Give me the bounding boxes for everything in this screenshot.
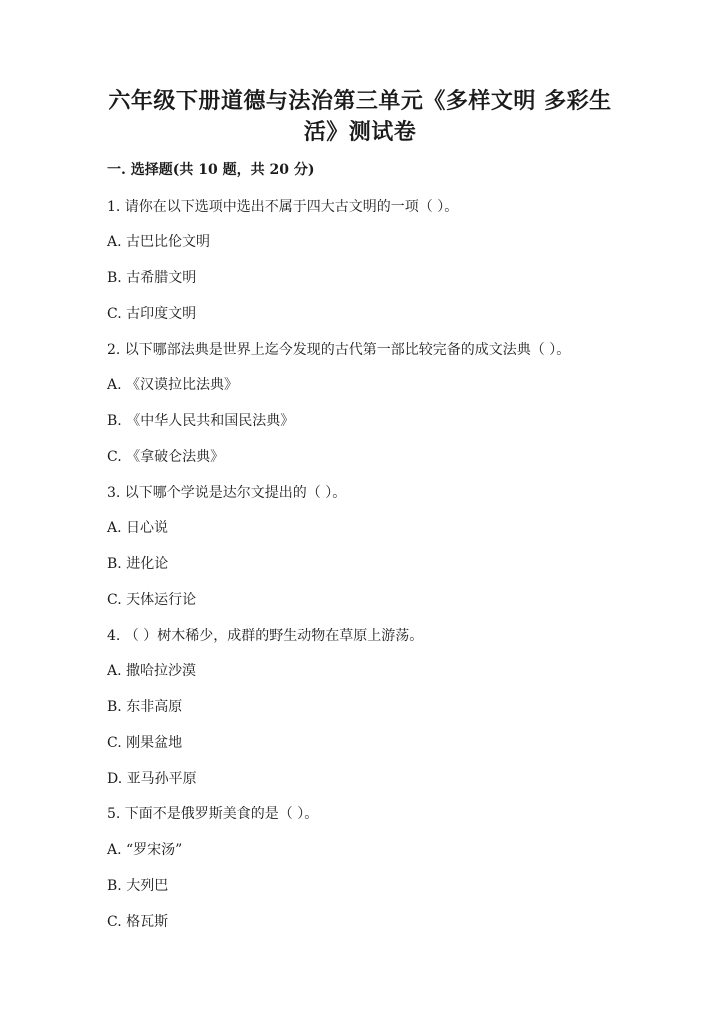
section-heading: 一. 选择题(共 10 题，共 20 分) xyxy=(107,162,315,178)
question-1-option-a: A. 古巴比伦文明 xyxy=(107,234,211,250)
question-4-option-d: D. 亚马孙平原 xyxy=(107,771,197,787)
question-4-option-a: A. 撒哈拉沙漠 xyxy=(107,663,197,679)
question-3: 3. 以下哪个学说是达尔文提出的（ ）。 xyxy=(107,485,347,501)
question-2-option-a: A. 《汉谟拉比法典》 xyxy=(107,377,239,393)
question-1-option-b: B. 古希腊文明 xyxy=(107,270,197,286)
page-title xyxy=(80,86,640,148)
question-3-option-c: C. 天体运行论 xyxy=(107,592,197,608)
question-3-option-b: B. 进化论 xyxy=(107,556,169,572)
question-1: 1. 请你在以下选项中选出不属于四大古文明的一项（ ）。 xyxy=(107,199,459,215)
question-3-option-a: A. 日心说 xyxy=(107,520,169,536)
question-4-option-c: C. 刚果盆地 xyxy=(107,735,183,751)
question-2-option-c: C. 《拿破仑法典》 xyxy=(107,449,225,465)
question-5-option-b: B. 大列巴 xyxy=(107,878,169,894)
question-4-option-b: B. 东非高原 xyxy=(107,699,183,715)
question-1-option-c: C. 古印度文明 xyxy=(107,306,197,322)
question-2-option-b: B. 《中华人民共和国民法典》 xyxy=(107,413,295,429)
title-line-1: 六年级下册道德与法治第三单元《多样文明 多彩生 xyxy=(108,88,612,114)
question-5: 5. 下面不是俄罗斯美食的是（ ）。 xyxy=(107,806,319,822)
question-4: 4. （ ）树木稀少，成群的野生动物在草原上游荡。 xyxy=(107,628,424,644)
question-5-option-c: C. 格瓦斯 xyxy=(107,914,169,930)
question-5-option-a: A. “罗宋汤” xyxy=(107,842,183,858)
title-line-2: 活》测试卷 xyxy=(303,119,417,145)
question-2: 2. 以下哪部法典是世界上迄今发现的古代第一部比较完备的成文法典（ ）。 xyxy=(107,342,571,358)
